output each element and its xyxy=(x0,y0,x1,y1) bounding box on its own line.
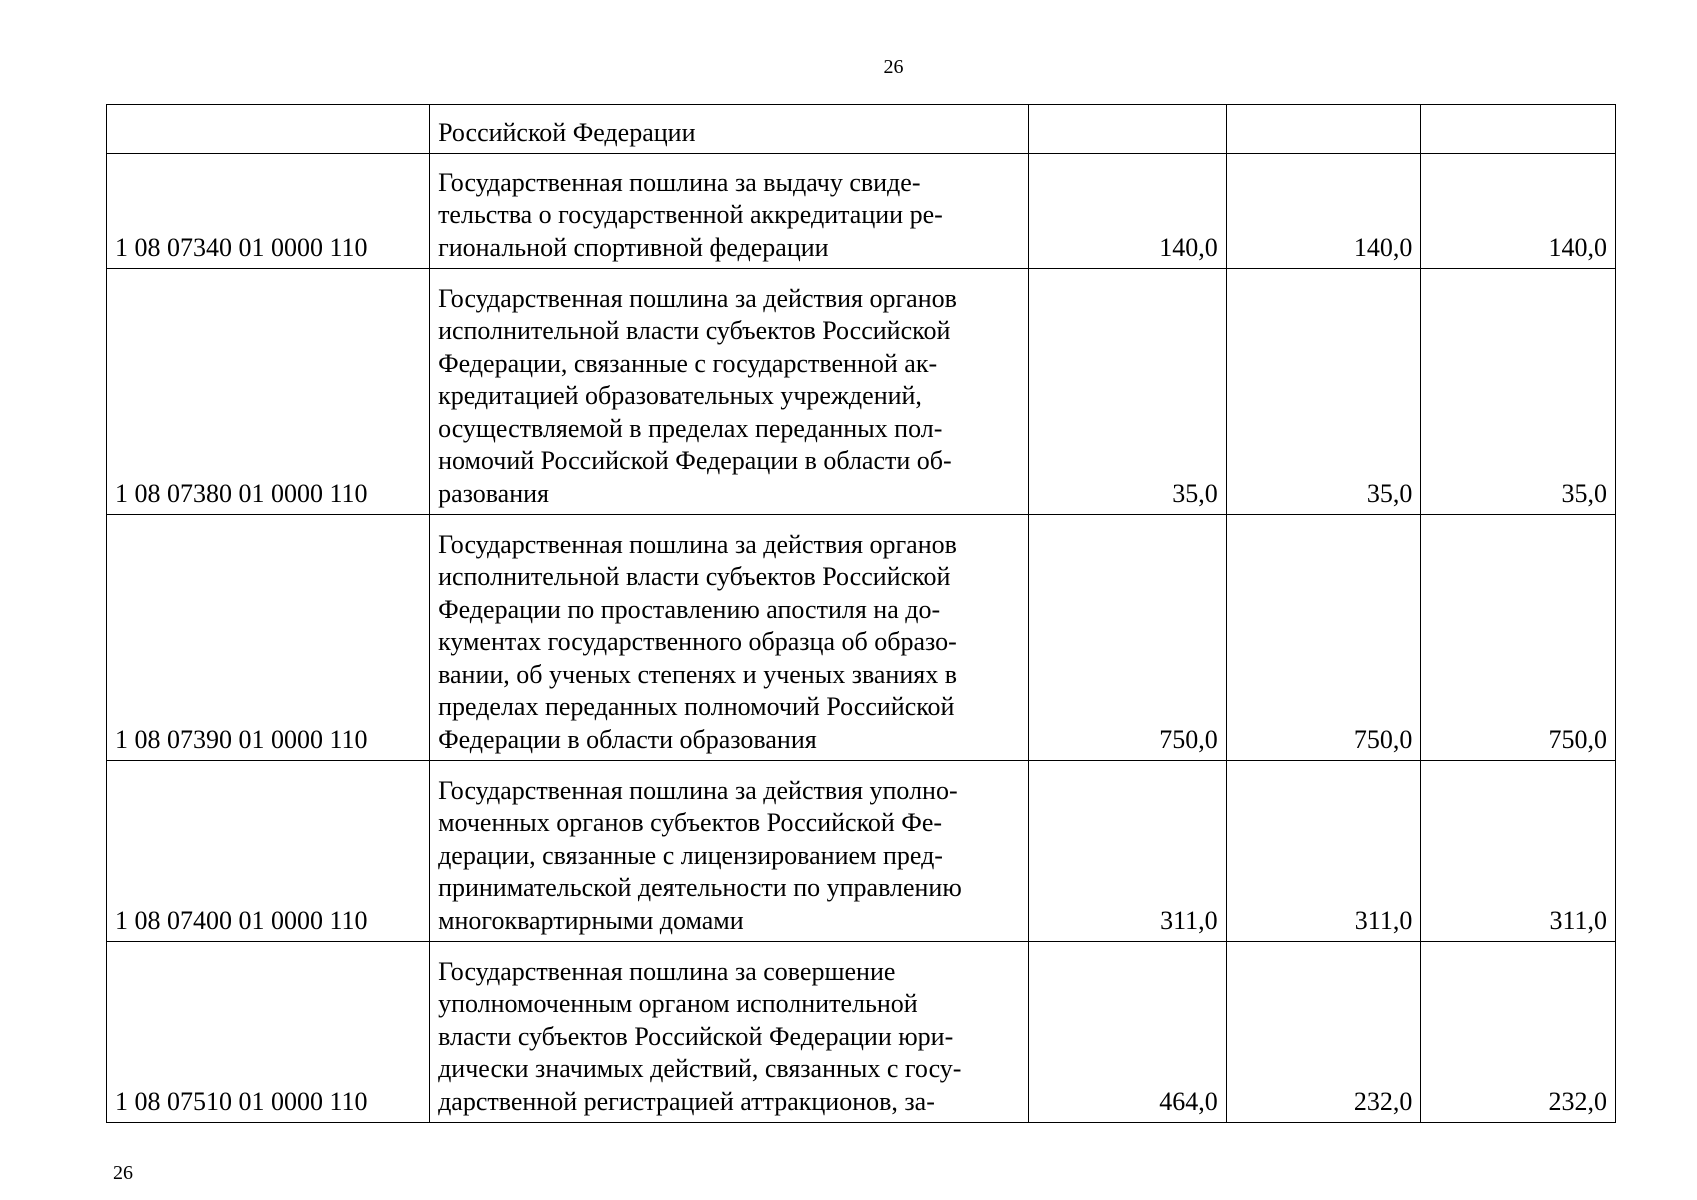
name-line: разования xyxy=(438,478,549,508)
name-line: многоквартирными домами xyxy=(438,905,744,935)
name-line: Федерации в области образования xyxy=(438,724,817,754)
value-cell-3: 311,0 xyxy=(1421,761,1616,942)
value-cell-3: 232,0 xyxy=(1421,942,1616,1123)
code-cell: 1 08 07380 01 0000 110 xyxy=(107,269,430,515)
name-cell xyxy=(430,154,1029,269)
page-number-top: 26 xyxy=(883,56,904,78)
table-row xyxy=(107,761,1616,942)
value-cell-3: 140,0 xyxy=(1421,154,1616,269)
name-line: Российской Федерации xyxy=(438,117,696,147)
name-cell xyxy=(430,761,1029,942)
name-line: кредитацией образовательных учреждений, xyxy=(438,381,922,410)
name-line: пределах переданных полномочий Российской xyxy=(438,692,955,721)
value-cell-2: 750,0 xyxy=(1226,515,1421,761)
name-line: моченных органов субъектов Российской Фе- xyxy=(438,808,943,837)
name-line: кументах государственного образца об образо- xyxy=(438,627,957,656)
table-row xyxy=(107,154,1616,269)
value-cell-3 xyxy=(1421,105,1616,154)
value-cell-1: 140,0 xyxy=(1029,154,1227,269)
name-line: исполнительной власти субъектов Российской xyxy=(438,562,951,591)
code-cell xyxy=(107,105,430,154)
budget-table xyxy=(106,104,1616,1123)
name-line: уполномоченным органом исполнительной xyxy=(438,989,918,1018)
name-line: тельства о государственной аккредитации ре- xyxy=(438,200,943,229)
name-line: Федерации по проставлению апостиля на до- xyxy=(438,594,941,624)
value-cell-1: 464,0 xyxy=(1029,942,1227,1123)
table-row xyxy=(107,515,1616,761)
name-line: Государственная пошлина за действия органов xyxy=(438,529,957,559)
name-cell xyxy=(430,515,1029,761)
name-line: Государственная пошлина за совершение xyxy=(438,956,896,986)
value-cell-1: 35,0 xyxy=(1029,269,1227,515)
name-line: вании, об ученых степенях и ученых званиях в xyxy=(438,659,957,689)
name-line: номочий Российской Федерации в области об- xyxy=(438,446,952,475)
value-cell-2: 232,0 xyxy=(1226,942,1421,1123)
name-cell xyxy=(430,942,1029,1123)
value-cell-1: 311,0 xyxy=(1029,761,1227,942)
name-line: принимательской деятельности по управлению xyxy=(438,873,962,902)
name-line: исполнительной власти субъектов Российской xyxy=(438,316,951,345)
name-line: дарственной регистрацией аттракционов, за- xyxy=(438,1086,935,1116)
value-cell-2 xyxy=(1226,105,1421,154)
table-row xyxy=(107,269,1616,515)
name-line: власти субъектов Российской Федерации юри- xyxy=(438,1021,954,1051)
name-cell xyxy=(430,269,1029,515)
name-cell xyxy=(430,105,1029,154)
value-cell-2: 140,0 xyxy=(1226,154,1421,269)
value-cell-2: 35,0 xyxy=(1226,269,1421,515)
name-line: дически значимых действий, связанных с госу- xyxy=(438,1054,962,1083)
name-line: дерации, связанные с лицензированием пред- xyxy=(438,840,943,870)
name-line: гиональной спортивной федерации xyxy=(438,232,829,262)
value-cell-1 xyxy=(1029,105,1227,154)
code-cell: 1 08 07340 01 0000 110 xyxy=(107,154,430,269)
table-row xyxy=(107,942,1616,1123)
value-cell-2: 311,0 xyxy=(1226,761,1421,942)
name-line: осуществляемой в пределах переданных пол- xyxy=(438,413,943,443)
code-cell: 1 08 07400 01 0000 110 xyxy=(107,761,430,942)
code-cell: 1 08 07510 01 0000 110 xyxy=(107,942,430,1123)
value-cell-3: 750,0 xyxy=(1421,515,1616,761)
table-row xyxy=(107,105,1616,154)
code-cell: 1 08 07390 01 0000 110 xyxy=(107,515,430,761)
value-cell-3: 35,0 xyxy=(1421,269,1616,515)
value-cell-1: 750,0 xyxy=(1029,515,1227,761)
name-line: Государственная пошлина за действия уполно- xyxy=(438,775,958,805)
name-line: Федерации, связанные с государственной ак- xyxy=(438,348,938,378)
name-line: Государственная пошлина за действия органов xyxy=(438,283,957,313)
page-number-bottom: 26 xyxy=(113,1162,133,1184)
name-line: Государственная пошлина за выдачу свиде- xyxy=(438,167,921,197)
